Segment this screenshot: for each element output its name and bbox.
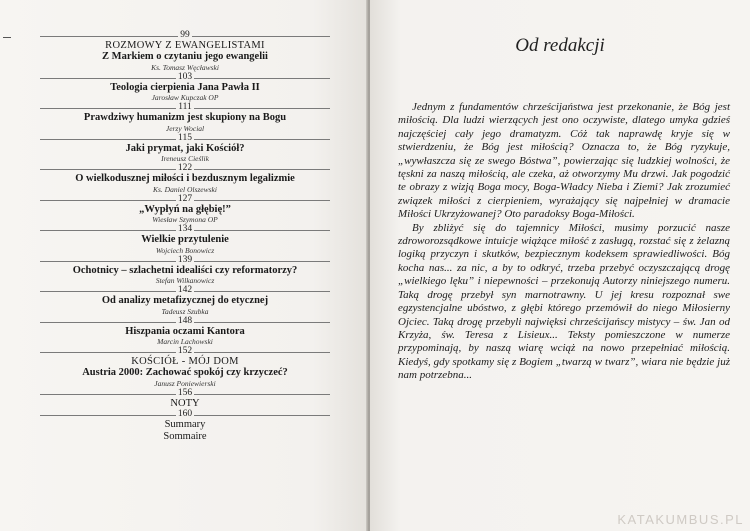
toc-article-title: Z Markiem o czytaniu jego ewangelii xyxy=(102,51,268,62)
toc-page-number: 160 xyxy=(177,409,193,419)
toc-article-author: Ireneusz Cieślik xyxy=(161,154,209,163)
toc-page-number-rule xyxy=(40,133,330,143)
toc-article-title: O wielkodusznej miłości i bezdusznym legalizmie xyxy=(75,173,295,184)
toc-page-number: 103 xyxy=(177,71,193,82)
toc-entry xyxy=(40,102,330,133)
editorial-paragraph: By zbliżyć się do tajemnicy Miłości, musimy porzucić nasze zdroworozsądkowe intuicje wiążące miłość z zasługą, rozstać się z żelazną logiką przyczyn i skutków, bezpiecznym kodeksem sprawiedliwości. Bóg kocha nas... za nic, a by to odkryć, trzeba przebyć oczyszczającą drogę „wielkiego lęku” i niepewności – przekonują Autorzy niniejszego numeru. Taką drogę przebył syn marnotrawny. U jej kresu rozpoznał swe egzystencjalne ubóstwo, z głębi którego przemówił do niego Miłosierny Ojciec. Taką drogę przebyli najwięksi chrześcijańscy mistycy – św. Jan od Krzyża, św. Teresa z Lisieux... Teksty pomieszczone w numerze przypominają, by naszą wiarę wciąż na nowo przepełniać miłością. Kiedyś, gdy spotkamy się z Bogiem „twarzą w twarz”, wiara nie będzie już nam potrzebna... xyxy=(398,221,730,382)
table-of-contents xyxy=(40,30,330,442)
toc-page-number-rule xyxy=(40,163,330,173)
toc-entry xyxy=(40,30,330,72)
toc-page-number: 156 xyxy=(177,387,193,398)
toc-entry xyxy=(40,316,330,347)
toc-article-author: Marcin Lachowski xyxy=(157,337,213,346)
toc-article-author: Ks. Tomasz Węcławski xyxy=(151,62,219,72)
watermark: KATAKUMBUS.PL xyxy=(617,512,744,527)
toc-article-author: Tadeusz Szubka xyxy=(161,306,209,316)
toc-article-author: Jerzy Wocial xyxy=(165,123,205,133)
toc-plain-entry: Summary xyxy=(164,419,206,430)
toc-entry xyxy=(40,409,330,442)
toc-page-number-rule xyxy=(40,194,330,204)
editorial-body xyxy=(398,101,730,383)
toc-page-number: 111 xyxy=(178,102,192,112)
toc-article-title: Austria 2000: Zachować spokój czy krzyczeć? xyxy=(82,367,288,378)
toc-page-number-rule xyxy=(40,409,330,419)
toc-entry xyxy=(40,346,330,388)
toc-page-number-rule xyxy=(40,255,330,265)
toc-page-number: 127 xyxy=(177,193,193,204)
toc-article-title: Wielkie przytulenie xyxy=(141,234,229,245)
toc-entry xyxy=(40,224,330,255)
toc-article-title: Hiszpania oczami Kantora xyxy=(125,325,245,337)
toc-article-author: Jarosław Kupczak OP xyxy=(151,93,219,102)
toc-article-title: Ochotnicy – szlachetni idealiści czy reformatorzy? xyxy=(72,264,298,276)
toc-article-author: Wiesław Szymona OP xyxy=(152,215,218,224)
toc-article-title: Teologia cierpienia Jana Pawła II xyxy=(110,81,260,93)
toc-entry xyxy=(40,255,330,286)
toc-page-number: 99 xyxy=(180,30,190,40)
left-page xyxy=(0,0,368,531)
toc-article-author: Ks. Daniel Olszewski xyxy=(153,184,217,194)
page-edge-mark xyxy=(3,37,11,38)
toc-page-number-rule xyxy=(40,72,330,82)
editorial-heading: Od redakcji xyxy=(515,35,605,56)
toc-article-author: Wojciech Bonowicz xyxy=(155,245,215,255)
toc-article-title: Od analizy metafizycznej do etycznej xyxy=(101,295,269,306)
toc-plain-entry: Sommaire xyxy=(163,430,207,442)
toc-page-number: 122 xyxy=(177,163,193,173)
toc-article-author: Stefan Wilkanowicz xyxy=(155,276,215,285)
toc-page-number: 142 xyxy=(177,285,193,295)
toc-article-title: Prawdziwy humanizm jest skupiony na Bogu xyxy=(83,112,287,123)
toc-page-number: 115 xyxy=(178,132,192,143)
editorial-paragraph: Jednym z fundamentów chrześcijaństwa jest przekonanie, że Bóg jest miłością. Dla ludzi wierzących jest ono oczywiste, dlatego umyka gdzieś najczęściej cały jego dramatyzm. Cóż tak naprawdę kryje się w stwierdzeniu, że Bóg jest miłością? Oznacza to, że Bóg ryzykuje, „wywłaszcza się ze swego Bóstwa”, powierzając się ludzkiej wolności, że tęskni za naszą miłością, ale czeka, aż otworzymy Mu drzwi. Jak pogodzić te obrazy z wizją Boga mocy, Boga-Władcy Nieba i Ziemi? Jak zrozumieć związek miłości z cierpieniem, wyrażający się najpełniej w dramacie Miłości Ukrzyżowanej? Oto paradoksy Boga-Miłości. xyxy=(398,101,730,221)
toc-entry xyxy=(40,163,330,194)
toc-section-heading: ROZMOWY Z EWANGELISTAMI xyxy=(105,40,265,51)
toc-article-title: Jaki prymat, jaki Kościół? xyxy=(125,142,245,154)
toc-article-author: Janusz Poniewierski xyxy=(154,378,216,388)
toc-page-number-rule xyxy=(40,388,330,398)
toc-plain-entry: NOTY xyxy=(170,397,200,409)
toc-entry xyxy=(40,285,330,316)
toc-page-number: 139 xyxy=(177,254,193,265)
toc-page-number: 152 xyxy=(177,346,193,356)
toc-entry xyxy=(40,133,330,164)
toc-page-number-rule xyxy=(40,224,330,234)
toc-entry xyxy=(40,72,330,103)
toc-page-number: 134 xyxy=(177,224,193,234)
toc-entry xyxy=(40,388,330,410)
toc-article-title: „Wypłyń na głębię!” xyxy=(139,203,231,215)
toc-page-number-rule xyxy=(40,346,330,356)
toc-entry xyxy=(40,194,330,225)
toc-page-number-rule xyxy=(40,102,330,112)
toc-page-number-rule xyxy=(40,316,330,326)
toc-page-number: 148 xyxy=(177,315,193,326)
toc-section-heading: KOŚCIÓŁ - MÓJ DOM xyxy=(131,356,239,367)
toc-page-number-rule xyxy=(40,30,330,40)
toc-page-number-rule xyxy=(40,285,330,295)
